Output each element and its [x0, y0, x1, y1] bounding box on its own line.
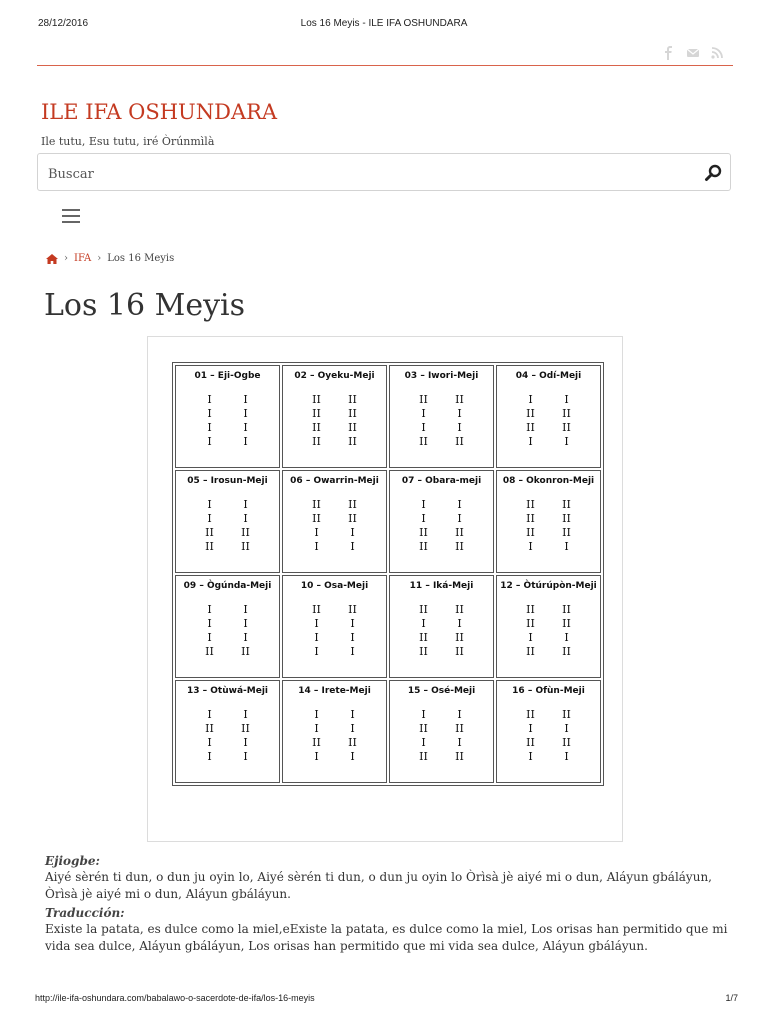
odu-mark: I — [243, 708, 248, 721]
odu-name: 04 – Odí-Meji — [515, 371, 582, 381]
search-box — [37, 153, 731, 191]
odu-mark: II — [526, 708, 535, 721]
breadcrumb — [46, 253, 174, 264]
ejiogbe-label — [45, 853, 735, 870]
odu-mark: I — [528, 393, 533, 406]
footer-page-number: 1/7 — [725, 993, 738, 1003]
odu-mark: I — [207, 736, 212, 749]
odu-cell — [175, 470, 280, 573]
odu-mark: I — [243, 407, 248, 420]
odu-mark: I — [243, 393, 248, 406]
odu-mark: I — [207, 435, 212, 448]
odu-cell — [282, 470, 387, 573]
odu-mark: I — [207, 498, 212, 511]
site-tagline: Ile tutu, Esu tutu, iré Òrúnmìlà — [41, 135, 215, 148]
odu-marks — [497, 708, 600, 764]
odu-mark: II — [562, 603, 571, 616]
odu-mark: I — [314, 540, 319, 553]
odu-cell — [175, 680, 280, 783]
odu-marks — [176, 603, 279, 659]
odu-mark: I — [207, 603, 212, 616]
odu-mark: II — [348, 603, 357, 616]
odu-mark: I — [421, 421, 426, 434]
odu-marks — [283, 498, 386, 554]
translation-label — [45, 905, 735, 922]
odu-mark: I — [207, 421, 212, 434]
odu-cell — [496, 575, 601, 678]
odu-mark: I — [350, 540, 355, 553]
odu-cell — [496, 470, 601, 573]
odu-name: 10 – Osa-Meji — [300, 581, 369, 591]
odu-mark: II — [419, 603, 428, 616]
odu-marks — [283, 603, 386, 659]
odu-mark: II — [312, 603, 321, 616]
odu-mark: I — [564, 393, 569, 406]
odu-row — [175, 365, 601, 468]
odu-mark: I — [457, 708, 462, 721]
odu-mark: II — [526, 645, 535, 658]
odu-mark: I — [243, 421, 248, 434]
rss-icon[interactable] — [710, 46, 724, 60]
odu-name: 03 – Iwori-Meji — [404, 371, 479, 381]
mail-icon[interactable] — [686, 46, 700, 60]
odu-mark: II — [562, 645, 571, 658]
odu-name: 09 – Ògúnda-Meji — [183, 581, 272, 591]
odu-mark: II — [419, 393, 428, 406]
odu-mark: I — [243, 498, 248, 511]
odu-name: 12 – Òtúrúpòn-Meji — [500, 581, 597, 591]
odu-cell — [496, 680, 601, 783]
odu-mark: II — [562, 617, 571, 630]
odu-cell — [389, 470, 494, 573]
odu-marks — [497, 603, 600, 659]
odu-mark: II — [312, 498, 321, 511]
odu-mark: I — [528, 750, 533, 763]
odu-mark: II — [562, 498, 571, 511]
odu-mark: II — [312, 407, 321, 420]
odu-mark: I — [564, 722, 569, 735]
odu-mark: I — [528, 722, 533, 735]
odu-row — [175, 470, 601, 573]
odu-mark: II — [205, 526, 214, 539]
odu-mark: I — [421, 617, 426, 630]
odu-mark: II — [455, 435, 464, 448]
odu-mark: I — [564, 435, 569, 448]
odu-mark: II — [526, 526, 535, 539]
odu-mark: II — [348, 435, 357, 448]
odu-mark: II — [419, 750, 428, 763]
social-icons — [662, 46, 724, 60]
odu-figure — [147, 336, 623, 842]
home-icon[interactable] — [46, 254, 58, 264]
odu-mark: II — [419, 645, 428, 658]
odu-mark: I — [457, 498, 462, 511]
odu-marks — [390, 393, 493, 449]
odu-mark: II — [526, 512, 535, 525]
odu-mark: II — [526, 498, 535, 511]
odu-marks — [283, 393, 386, 449]
odu-mark: II — [419, 540, 428, 553]
breadcrumb-separator: › — [97, 253, 102, 264]
odu-cell — [282, 365, 387, 468]
odu-mark: II — [312, 736, 321, 749]
odu-mark: I — [421, 736, 426, 749]
site-title[interactable]: ILE IFA OSHUNDARA — [41, 100, 278, 124]
odu-mark: II — [205, 645, 214, 658]
odu-marks — [176, 708, 279, 764]
odu-mark: II — [419, 435, 428, 448]
odu-mark: II — [241, 540, 250, 553]
odu-mark: II — [526, 617, 535, 630]
odu-name: 05 – Irosun-Meji — [187, 476, 268, 486]
odu-mark: I — [564, 631, 569, 644]
odu-mark: II — [562, 708, 571, 721]
odu-mark: II — [241, 526, 250, 539]
odu-mark: I — [243, 736, 248, 749]
odu-mark: II — [241, 722, 250, 735]
odu-mark: I — [243, 512, 248, 525]
odu-mark: II — [455, 526, 464, 539]
odu-mark: II — [562, 512, 571, 525]
odu-mark: II — [419, 526, 428, 539]
odu-mark: I — [350, 645, 355, 658]
odu-mark: I — [314, 722, 319, 735]
odu-mark: I — [207, 617, 212, 630]
odu-cell — [175, 575, 280, 678]
odu-mark: II — [205, 540, 214, 553]
odu-mark: I — [421, 498, 426, 511]
odu-marks — [390, 603, 493, 659]
odu-cell — [496, 365, 601, 468]
odu-mark: II — [348, 736, 357, 749]
odu-mark: II — [419, 722, 428, 735]
odu-mark: II — [455, 540, 464, 553]
odu-row — [175, 680, 601, 783]
odu-mark: I — [350, 708, 355, 721]
ejiogbe-text: Aiyé sèrén ti dun, o dun ju oyin lo, Aiyé sèrén ti dun, o dun ju oyin lo Òrìsà jè aiyé mi o dun, Aláyun gbáláyun, Òrìsà jè aiyé mi o dun, Aláyun gbáláyun. — [45, 870, 712, 901]
odu-mark: I — [207, 512, 212, 525]
odu-mark: II — [312, 435, 321, 448]
odu-mark: I — [350, 750, 355, 763]
odu-mark: I — [564, 540, 569, 553]
odu-marks — [497, 393, 600, 449]
odu-mark: II — [348, 393, 357, 406]
odu-mark: II — [348, 421, 357, 434]
odu-mark: I — [314, 750, 319, 763]
odu-mark: I — [457, 421, 462, 434]
odu-mark: I — [314, 526, 319, 539]
footer-url: http://ile-ifa-oshundara.com/babalawo-o-sacerdote-de-ifa/los-16-meyis — [35, 993, 315, 1003]
odu-marks — [176, 393, 279, 449]
menu-icon-bar — [62, 215, 80, 217]
odu-name: 02 – Oyeku-Meji — [294, 371, 375, 381]
odu-mark: II — [562, 421, 571, 434]
odu-mark: II — [562, 407, 571, 420]
odu-mark: II — [348, 498, 357, 511]
odu-mark: I — [207, 407, 212, 420]
menu-toggle-button[interactable] — [62, 209, 80, 223]
odu-cell — [389, 365, 494, 468]
search-input[interactable] — [46, 162, 690, 186]
odu-mark: I — [207, 631, 212, 644]
facebook-icon[interactable] — [662, 46, 676, 60]
odu-mark: II — [205, 722, 214, 735]
odu-mark: I — [207, 750, 212, 763]
odu-mark: II — [312, 393, 321, 406]
odu-mark: I — [457, 512, 462, 525]
odu-mark: II — [526, 421, 535, 434]
odu-name: 01 – Eji-Ogbe — [194, 371, 261, 381]
odu-name: 08 – Okonron-Meji — [502, 476, 595, 486]
odu-table — [172, 362, 604, 786]
odu-mark: I — [207, 708, 212, 721]
odu-mark: II — [419, 631, 428, 644]
odu-name: 06 – Owarrin-Meji — [290, 476, 379, 486]
odu-mark: I — [421, 407, 426, 420]
odu-name: 07 – Obara-meji — [401, 476, 482, 486]
odu-mark: II — [312, 512, 321, 525]
menu-icon-bar — [62, 221, 80, 223]
odu-mark: I — [457, 407, 462, 420]
odu-mark: I — [350, 526, 355, 539]
odu-mark: I — [421, 708, 426, 721]
odu-mark: I — [243, 617, 248, 630]
odu-mark: I — [528, 631, 533, 644]
odu-row — [175, 575, 601, 678]
odu-cell — [389, 575, 494, 678]
odu-name: 15 – Osé-Meji — [407, 686, 476, 696]
odu-name: 13 – Otùwá-Meji — [186, 686, 268, 696]
page-title: Los 16 Meyis — [44, 288, 246, 323]
odu-mark: I — [314, 645, 319, 658]
odu-mark: II — [455, 722, 464, 735]
odu-mark: II — [526, 736, 535, 749]
odu-mark: II — [526, 603, 535, 616]
odu-mark: I — [243, 750, 248, 763]
odu-mark: II — [455, 393, 464, 406]
odu-mark: II — [348, 407, 357, 420]
odu-mark: I — [528, 435, 533, 448]
odu-cell — [282, 575, 387, 678]
odu-name: 11 – Iká-Meji — [409, 581, 474, 591]
odu-mark: I — [243, 603, 248, 616]
odu-mark: II — [562, 736, 571, 749]
breadcrumb-link-ifa[interactable]: IFA — [74, 253, 92, 264]
odu-mark: II — [241, 645, 250, 658]
odu-mark: I — [421, 512, 426, 525]
odu-mark: II — [562, 526, 571, 539]
odu-mark: I — [314, 708, 319, 721]
odu-mark: I — [243, 631, 248, 644]
translation-text: Existe la patata, es dulce como la miel,eExiste la patata, es dulce como la miel, Los orisas han permitido que mi vida sea dulce, Aláyun gbáláyun, Los orisas han permitido que mi vida sea dulce, Aláyun gbáláyun. — [45, 922, 728, 953]
odu-mark: I — [457, 736, 462, 749]
odu-cell — [175, 365, 280, 468]
odu-mark: II — [455, 603, 464, 616]
odu-mark: I — [528, 540, 533, 553]
odu-name: 16 – Ofùn-Meji — [512, 686, 585, 696]
odu-name: 14 – Irete-Meji — [298, 686, 371, 696]
odu-mark: II — [312, 421, 321, 434]
breadcrumb-separator: › — [64, 253, 68, 264]
odu-mark: II — [455, 645, 464, 658]
odu-mark: II — [526, 407, 535, 420]
odu-mark: I — [350, 631, 355, 644]
odu-marks — [390, 708, 493, 764]
search-icon — [702, 162, 724, 184]
odu-mark: I — [243, 435, 248, 448]
odu-mark: I — [314, 617, 319, 630]
header-divider — [37, 65, 733, 66]
translation-label-text: Traducción: — [45, 906, 125, 920]
odu-cell — [282, 680, 387, 783]
odu-mark: II — [455, 631, 464, 644]
odu-marks — [390, 498, 493, 554]
print-date: 28/12/2016 — [38, 18, 89, 29]
odu-marks — [176, 498, 279, 554]
odu-mark: II — [455, 750, 464, 763]
search-button[interactable] — [702, 162, 724, 184]
odu-mark: I — [457, 617, 462, 630]
ejiogbe-label-text: Ejiogbe: — [45, 854, 100, 868]
odu-mark: I — [314, 631, 319, 644]
odu-marks — [497, 498, 600, 554]
odu-cell — [389, 680, 494, 783]
print-title: Los 16 Meyis - ILE IFA OSHUNDARA — [300, 18, 468, 29]
odu-marks — [283, 708, 386, 764]
odu-mark: II — [348, 512, 357, 525]
breadcrumb-current: Los 16 Meyis — [107, 253, 175, 264]
menu-icon-bar — [62, 209, 80, 211]
print-header — [0, 14, 768, 28]
odu-mark: I — [564, 750, 569, 763]
odu-mark: I — [350, 722, 355, 735]
odu-mark: I — [350, 617, 355, 630]
print-footer — [0, 993, 768, 1007]
odu-mark: I — [207, 393, 212, 406]
